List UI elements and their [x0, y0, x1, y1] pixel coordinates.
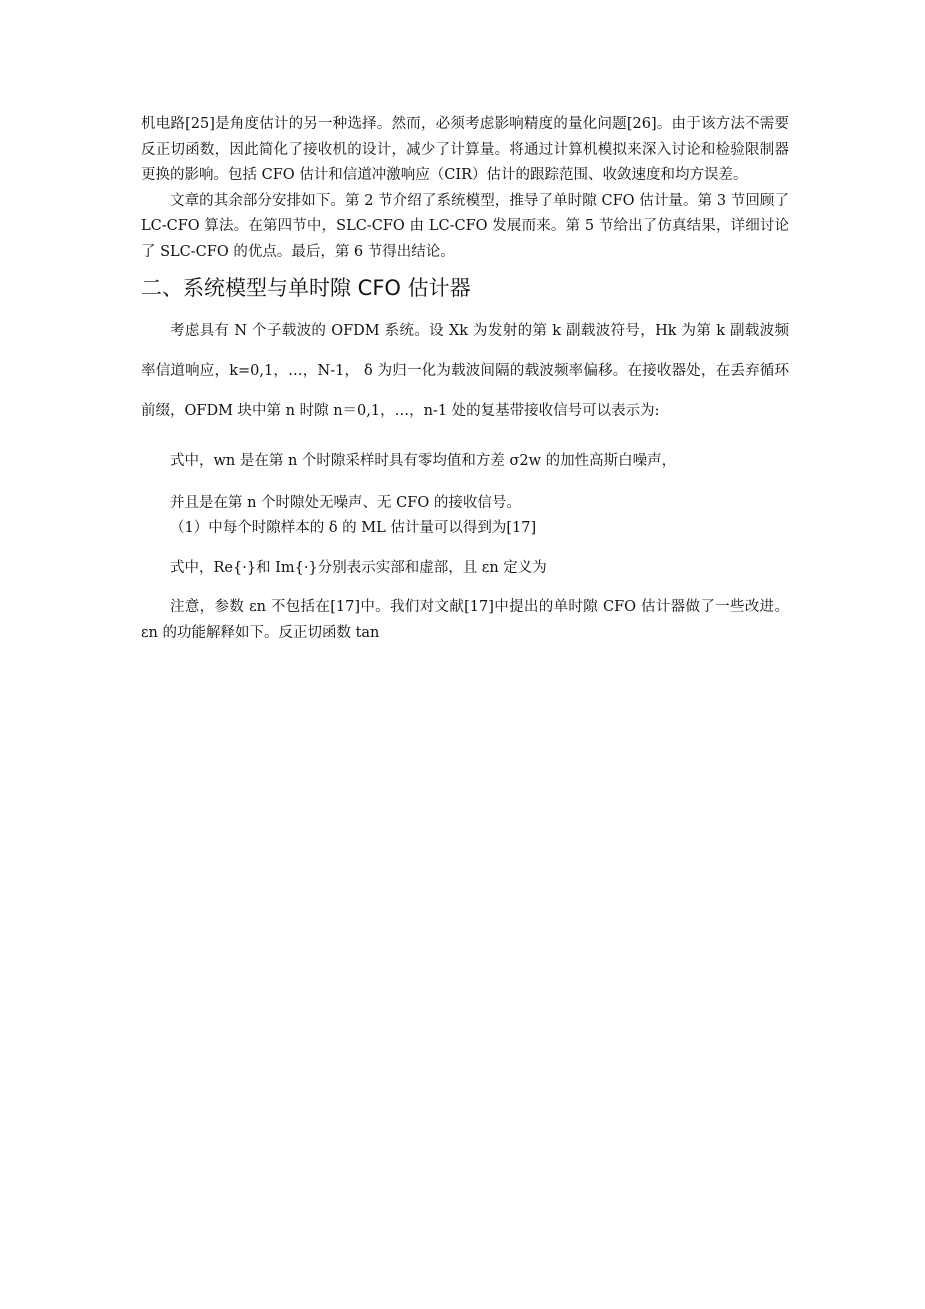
- paragraph-noiseless-signal: 并且是在第 n 个时隙处无噪声、无 CFO 的接收信号。: [170, 494, 521, 511]
- paragraph-re-im-definition: 式中，Re{·}和 Im{·}分别表示实部和虚部，且 εn 定义为: [170, 559, 547, 576]
- section-heading: 二、系统模型与单时隙 CFO 估计器: [141, 276, 471, 300]
- paragraph-epsilon-note: 注意，参数 εn 不包括在[17]中。我们对文献[17]中提出的单时隙 CFO 估计器做了一些改进。εn 的功能解释如下。反正切函数 tan: [141, 599, 789, 641]
- paragraph-outline: 文章的其余部分安排如下。第 2 节介绍了系统模型，推导了单时隙 CFO 估计量。第 3 节回顾了 LC-CFO 算法。在第四节中，SLC-CFO 由 LC-CFO 发展而来。第 5 节给出了仿真结果，详细讨论了 SLC-CFO 的优点。最后，第 6 节得出结论。: [141, 192, 789, 260]
- paragraph-system-model: 考虑具有 N 个子载波的 OFDM 系统。设 Xk 为发射的第 k 副载波符号，Hk 为第 k 副载波频率信道响应，k=0,1，…，N-1， δ 为归一化为载波间隔的载波频率偏移。在接收器处，在丢弃循环前缀，OFDM 块中第 n 时隙 n＝0,1，…，n-1 处的复基带接收信号可以表示为:: [141, 323, 789, 419]
- document-body: [141, 112, 789, 646]
- paragraph-intro-continuation: 机电路[25]是角度估计的另一种选择。然而，必须考虑影响精度的量化问题[26]。由于该方法不需要反正切函数，因此简化了接收机的设计，减少了计算量。将通过计算机模拟来深入讨论和检验限制器更换的影响。包括 CFO 估计和信道冲激响应（CIR）估计的跟踪范围、收敛速度和均方误差。: [141, 116, 789, 183]
- paragraph-ml-estimator: （1）中每个时隙样本的 δ 的 ML 估计量可以得到为[17]: [170, 520, 537, 536]
- paragraph-noise-definition: 式中，wn 是在第 n 个时隙采样时具有零均值和方差 σ2w 的加性高斯白噪声，: [170, 453, 677, 469]
